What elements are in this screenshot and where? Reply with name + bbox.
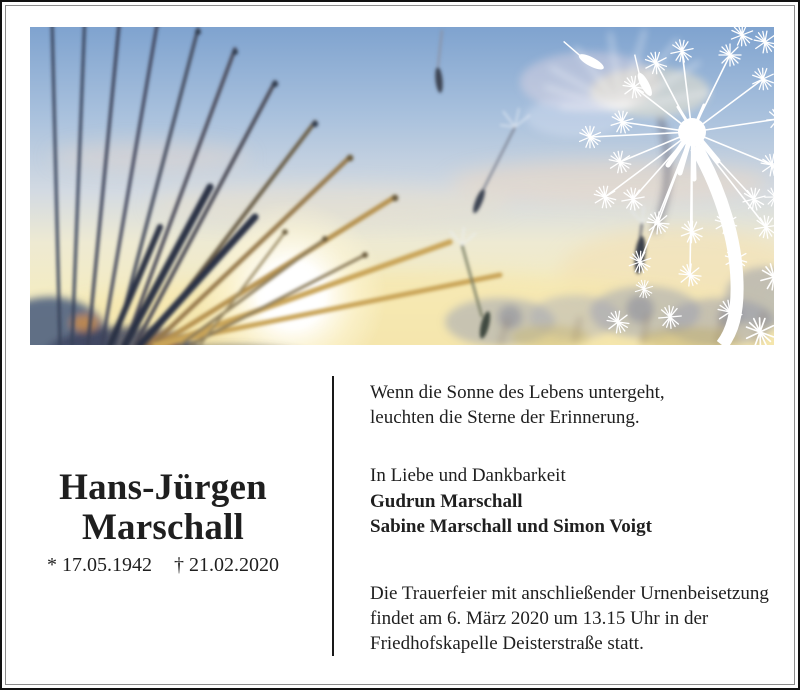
death-date: † 21.02.2020 <box>174 554 279 576</box>
dandelion-photo <box>30 27 774 345</box>
life-dates <box>30 552 296 578</box>
condolence-intro: In Liebe und Dankbarkeit <box>370 465 566 486</box>
funeral-line-1: Die Trauerfeier mit anschließender Urnenbeisetzung <box>370 582 769 604</box>
vertical-divider-rule <box>332 376 334 656</box>
condolence-block <box>370 463 780 540</box>
deceased-name-line1: Hans-Jürgen <box>59 467 267 508</box>
birth-date: * 17.05.1942 <box>47 554 152 576</box>
quote-line-2: leuchten die Sterne der Erinnerung. <box>370 407 640 428</box>
notice-text-block <box>370 380 780 656</box>
mourner-name-2: Sabine Marschall und Simon Voigt <box>370 516 652 537</box>
quote-line-1: Wenn die Sonne des Lebens untergeht, <box>370 382 665 403</box>
deceased-block <box>30 468 296 578</box>
mourner-name-1: Gudrun Marschall <box>370 490 523 512</box>
funeral-line-2: findet am 6. März 2020 um 13.15 Uhr in der <box>370 607 709 629</box>
memorial-quote <box>370 380 780 430</box>
funeral-line-3: Friedhofskapelle Deisterstraße statt. <box>370 632 644 654</box>
funeral-details <box>370 581 780 656</box>
deceased-name-line2: Marschall <box>81 507 245 548</box>
dandelion-photo-graphic <box>30 27 774 345</box>
